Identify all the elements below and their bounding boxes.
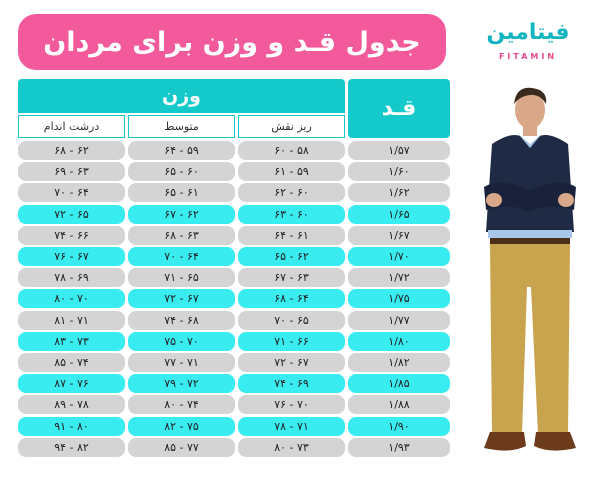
large-frame-cell: ۶۳ - ۶۹ [18, 162, 125, 181]
large-frame-cell: ۸۰ - ۹۱ [18, 417, 125, 436]
small-frame-cell: ۶۰ - ۶۳ [238, 205, 345, 224]
table-row [18, 226, 450, 245]
weight-header: وزن [18, 79, 345, 113]
table-row [18, 332, 450, 351]
table-row [18, 141, 450, 160]
table-row [18, 247, 450, 266]
table-row [18, 417, 450, 436]
table-row [18, 205, 450, 224]
large-frame-cell: ۶۹ - ۷۸ [18, 268, 125, 287]
large-frame-cell: ۶۴ - ۷۰ [18, 183, 125, 202]
left-shoe [484, 432, 526, 451]
large-frame-cell: ۷۳ - ۸۳ [18, 332, 125, 351]
large-frame-cell: ۶۶ - ۷۴ [18, 226, 125, 245]
table-row [18, 395, 450, 414]
height-cell: ۱/۸۰ [348, 332, 450, 351]
small-frame-cell: ۷۳ - ۸۰ [238, 438, 345, 457]
large-frame-cell: ۶۷ - ۷۶ [18, 247, 125, 266]
table-row [18, 311, 450, 330]
pants [490, 244, 570, 434]
small-frame-cell: ۶۷ - ۷۲ [238, 353, 345, 372]
small-frame-header: ریز نقش [238, 115, 345, 138]
small-frame-cell: ۶۵ - ۷۰ [238, 311, 345, 330]
small-frame-cell: ۷۱ - ۷۸ [238, 417, 345, 436]
height-header: قـد [348, 79, 450, 138]
height-weight-table [18, 79, 450, 457]
height-cell: ۱/۶۰ [348, 162, 450, 181]
medium-frame-cell: ۷۰ - ۷۵ [128, 332, 235, 351]
belt [490, 238, 570, 245]
right-shoe [534, 432, 576, 451]
height-cell: ۱/۷۲ [348, 268, 450, 287]
medium-frame-cell: ۶۲ - ۶۷ [128, 205, 235, 224]
small-frame-cell: ۶۰ - ۶۲ [238, 183, 345, 202]
small-frame-cell: ۵۸ - ۶۰ [238, 141, 345, 160]
height-cell: ۱/۹۳ [348, 438, 450, 457]
table-row [18, 162, 450, 181]
large-frame-cell: ۶۵ - ۷۲ [18, 205, 125, 224]
page-title: جدول قـد و وزن برای مردان [18, 14, 446, 70]
small-frame-cell: ۶۳ - ۶۷ [238, 268, 345, 287]
small-frame-cell: ۶۱ - ۶۴ [238, 226, 345, 245]
large-frame-cell: ۷۸ - ۸۹ [18, 395, 125, 414]
small-frame-cell: ۶۶ - ۷۱ [238, 332, 345, 351]
height-cell: ۱/۷۵ [348, 289, 450, 308]
small-frame-cell: ۶۹ - ۷۴ [238, 374, 345, 393]
height-cell: ۱/۸۸ [348, 395, 450, 414]
medium-frame-cell: ۶۰ - ۶۵ [128, 162, 235, 181]
table-row [18, 438, 450, 457]
large-frame-cell: ۷۱ - ۸۱ [18, 311, 125, 330]
height-cell: ۱/۷۰ [348, 247, 450, 266]
medium-frame-cell: ۷۱ - ۷۷ [128, 353, 235, 372]
height-cell: ۱/۶۲ [348, 183, 450, 202]
large-frame-cell: ۷۶ - ۸۷ [18, 374, 125, 393]
table-row [18, 374, 450, 393]
right-hand [558, 193, 574, 207]
height-cell: ۱/۸۲ [348, 353, 450, 372]
height-cell: ۱/۵۷ [348, 141, 450, 160]
fitamin-logo [466, 20, 590, 66]
left-hand [486, 193, 502, 207]
small-frame-cell: ۵۹ - ۶۱ [238, 162, 345, 181]
logo-latin-text: FITAMIN [498, 52, 558, 61]
height-cell: ۱/۶۵ [348, 205, 450, 224]
small-frame-cell: ۶۲ - ۶۵ [238, 247, 345, 266]
height-cell: ۱/۷۷ [348, 311, 450, 330]
medium-frame-cell: ۷۴ - ۸۰ [128, 395, 235, 414]
medium-frame-cell: ۷۵ - ۸۲ [128, 417, 235, 436]
neck [523, 126, 537, 136]
medium-frame-cell: ۶۱ - ۶۵ [128, 183, 235, 202]
medium-frame-cell: ۶۷ - ۷۲ [128, 289, 235, 308]
height-cell: ۱/۸۵ [348, 374, 450, 393]
height-cell: ۱/۹۰ [348, 417, 450, 436]
height-cell: ۱/۶۷ [348, 226, 450, 245]
shirt-hem [488, 230, 572, 238]
small-frame-cell: ۶۴ - ۶۸ [238, 289, 345, 308]
table-row [18, 268, 450, 287]
large-frame-cell: ۸۲ - ۹۴ [18, 438, 125, 457]
small-frame-cell: ۷۰ - ۷۶ [238, 395, 345, 414]
large-frame-header: درشت اندام [18, 115, 125, 138]
large-frame-cell: ۷۰ - ۸۰ [18, 289, 125, 308]
large-frame-cell: ۶۲ - ۶۸ [18, 141, 125, 160]
medium-frame-cell: ۷۲ - ۷۹ [128, 374, 235, 393]
medium-frame-cell: ۶۸ - ۷۴ [128, 311, 235, 330]
large-frame-cell: ۷۴ - ۸۵ [18, 353, 125, 372]
table-row [18, 289, 450, 308]
medium-frame-header: متوسط [128, 115, 235, 138]
medium-frame-cell: ۶۳ - ۶۸ [128, 226, 235, 245]
man-photo [470, 82, 590, 468]
medium-frame-cell: ۶۵ - ۷۱ [128, 268, 235, 287]
medium-frame-cell: ۶۴ - ۷۰ [128, 247, 235, 266]
medium-frame-cell: ۷۷ - ۸۵ [128, 438, 235, 457]
medium-frame-cell: ۵۹ - ۶۴ [128, 141, 235, 160]
table-row [18, 183, 450, 202]
table-row [18, 353, 450, 372]
logo-wordmark: فیتامین [486, 20, 570, 45]
